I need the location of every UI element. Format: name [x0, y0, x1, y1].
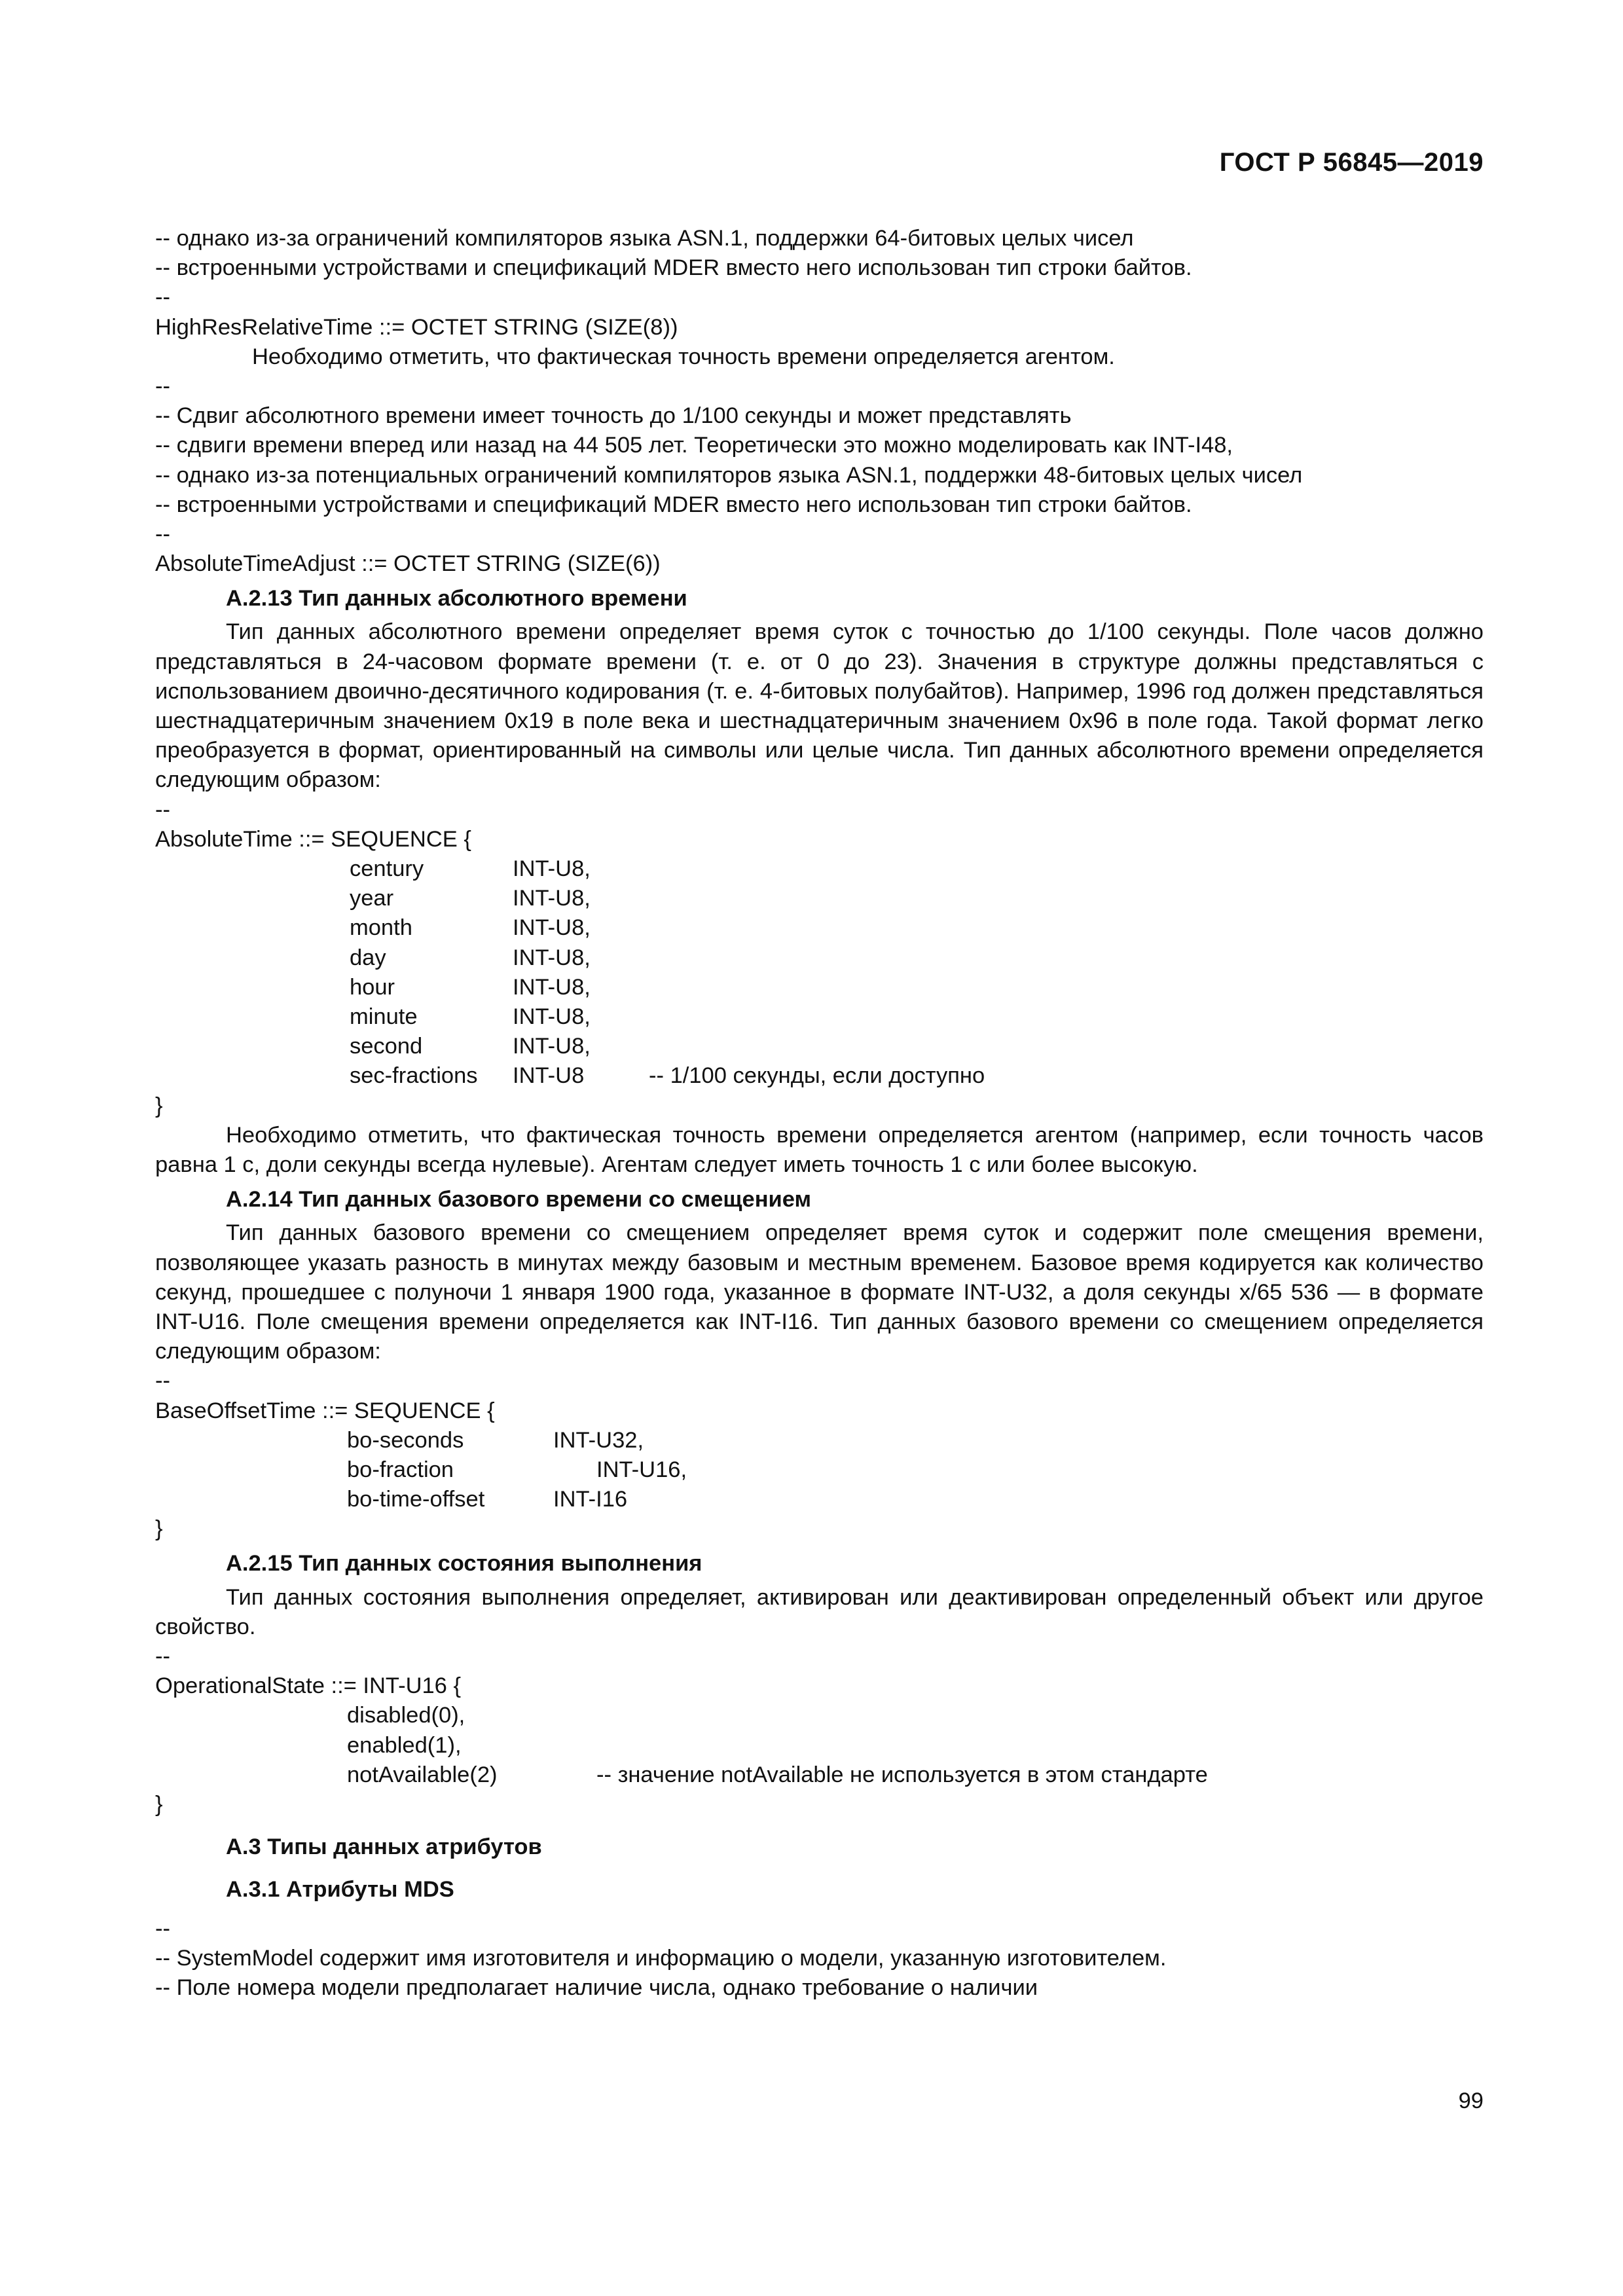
code-line: -- Поле номера модели предполагает наличие числа, однако требование о наличии — [155, 1975, 1038, 2000]
field-name: month — [350, 915, 412, 941]
field-type: INT-U32, — [553, 1427, 644, 1453]
sequence-field-row — [155, 973, 1484, 1002]
section-paragraph: Тип данных базового времени со смещением определяет время суток и содержит поле смещения времени, позволяющее указать разность в минутах между базовым и местным временем. Базовое время кодируется как количество секунд, прошедшее с полуночи 1 января 1900 года, указанное в формате INT-U32, а доля секунды x/65 536 — в формате INT-U16. Поле смещения времени определяется как INT-I16. Тип данных базового времени со смещением определяется следующим образом: — [155, 1220, 1484, 1364]
enum-item-row — [155, 1760, 1484, 1790]
note-line: Необходимо отметить, что фактическая точность времени определяется агентом. — [252, 344, 1115, 369]
section-heading-a31: А.3.1 Атрибуты MDS — [226, 1877, 454, 1903]
code-close: } — [155, 1516, 163, 1542]
sequence-field-row — [155, 1032, 1484, 1061]
field-name: year — [350, 886, 394, 911]
field-type: INT-U16, — [596, 1457, 687, 1482]
section-paragraph: Тип данных состояния выполнения определяет, активирован или деактивирован определенный объект или другое свойство. — [155, 1584, 1484, 1639]
sequence-field-row — [155, 884, 1484, 913]
code-line: -- — [155, 373, 170, 399]
sequence-field-row — [155, 1002, 1484, 1032]
section-heading-a215: А.2.15 Тип данных состояния выполнения — [226, 1551, 702, 1576]
code-close: } — [155, 1791, 163, 1817]
code-line: -- — [155, 797, 170, 822]
code-line: -- однако из-за ограничений компиляторов языка ASN.1, поддержки 64-битовых целых чисел — [155, 226, 1134, 251]
field-name: bo-seconds — [347, 1427, 464, 1453]
document-header: ГОСТ Р 56845—2019 — [1219, 148, 1484, 177]
enum-name: disabled(0), — [347, 1703, 465, 1728]
code-line: -- встроенными устройствами и спецификаций MDER вместо него использован тип строки байтов. — [155, 492, 1192, 517]
enum-name: enabled(1), — [347, 1732, 462, 1758]
field-type: INT-U8, — [513, 856, 591, 882]
code-declaration: AbsoluteTime ::= SEQUENCE { — [155, 826, 471, 852]
code-line: -- — [155, 521, 170, 547]
field-name: hour — [350, 974, 395, 1000]
field-type: INT-I16 — [553, 1487, 628, 1512]
field-name: century — [350, 856, 424, 882]
field-name: sec-fractions — [350, 1063, 478, 1089]
section-note: Необходимо отметить, что фактическая точность времени определяется агентом (например, если точность часов равна 1 с, доли секунды всегда нулевые). Агентам следует иметь точность 1 с или более высокую. — [155, 1122, 1484, 1177]
enum-name: notAvailable(2) — [347, 1762, 498, 1787]
field-name: bo-time-offset — [347, 1487, 485, 1512]
field-type: INT-U8 — [513, 1063, 585, 1089]
code-declaration: BaseOffsetTime ::= SEQUENCE { — [155, 1398, 495, 1423]
field-type: INT-U8, — [513, 974, 591, 1000]
code-line: -- Сдвиг абсолютного времени имеет точность до 1/100 секунды и может представлять — [155, 403, 1072, 429]
code-close: } — [155, 1093, 163, 1118]
sequence-field-row — [155, 1426, 1484, 1455]
code-line: AbsoluteTimeAdjust ::= OCTET STRING (SIZE(6)) — [155, 551, 661, 577]
field-name: bo-fraction — [347, 1457, 454, 1482]
section-heading-a3: А.3 Типы данных атрибутов — [226, 1834, 542, 1860]
sequence-field-row — [155, 1455, 1484, 1485]
code-line: -- — [155, 1916, 170, 1941]
field-name: minute — [350, 1004, 418, 1029]
code-declaration: OperationalState ::= INT-U16 { — [155, 1673, 461, 1699]
code-line: -- сдвиги времени вперед или назад на 44 505 лет. Теоретически это можно моделировать как INT-I48, — [155, 433, 1233, 458]
page-content — [155, 224, 1484, 2003]
sequence-field-row — [155, 1061, 1484, 1091]
code-line: -- встроенными устройствами и спецификаций MDER вместо него использован тип строки байтов. — [155, 255, 1192, 281]
code-line: HighResRelativeTime ::= OCTET STRING (SIZE(8)) — [155, 314, 678, 340]
sequence-field-row — [155, 943, 1484, 973]
sequence-field-row — [155, 1485, 1484, 1514]
field-type: INT-U8, — [513, 886, 591, 911]
field-type: INT-U8, — [513, 1004, 591, 1029]
section-heading-a214: А.2.14 Тип данных базового времени со смещением — [226, 1187, 812, 1212]
field-type: INT-U8, — [513, 915, 591, 941]
field-comment: -- 1/100 секунды, если доступно — [649, 1063, 985, 1089]
code-line: -- однако из-за потенциальных ограничений компиляторов языка ASN.1, поддержки 48-битовых целых чисел — [155, 462, 1303, 488]
page-number: 99 — [1458, 2088, 1484, 2113]
code-line: -- SystemModel содержит имя изготовителя и информацию о модели, указанную изготовителем. — [155, 1945, 1167, 1971]
field-name: second — [350, 1034, 423, 1059]
code-line: -- — [155, 1644, 170, 1669]
section-paragraph: Тип данных абсолютного времени определяет время суток с точностью до 1/100 секунды. Поле часов должно представляться в 24-часовом формате времени (т. е. от 0 до 23). Значения в структуре должны представляться с использованием двоично-десятичного кодирования (т. е. 4-битовых полубайтов). Например, 1996 год должен представляться шестнадцатеричным значением 0x19 в поле века и шестнадцатеричным значением 0x96 в поле года. Такой формат легко преобразуется в формат, ориентированный на символы или целые числа. Тип данных абсолютного времени определяется следующим образом: — [155, 619, 1484, 793]
section-heading-a213: А.2.13 Тип данных абсолютного времени — [226, 586, 687, 611]
enum-item-row — [155, 1731, 1484, 1760]
sequence-field-row — [155, 854, 1484, 884]
enum-item-row — [155, 1701, 1484, 1730]
enum-comment: -- значение notAvailable не используется в этом стандарте — [596, 1762, 1208, 1787]
code-line: -- — [155, 1368, 170, 1394]
field-type: INT-U8, — [513, 1034, 591, 1059]
field-type: INT-U8, — [513, 945, 591, 970]
code-line: -- — [155, 285, 170, 310]
field-name: day — [350, 945, 386, 970]
sequence-field-row — [155, 913, 1484, 943]
